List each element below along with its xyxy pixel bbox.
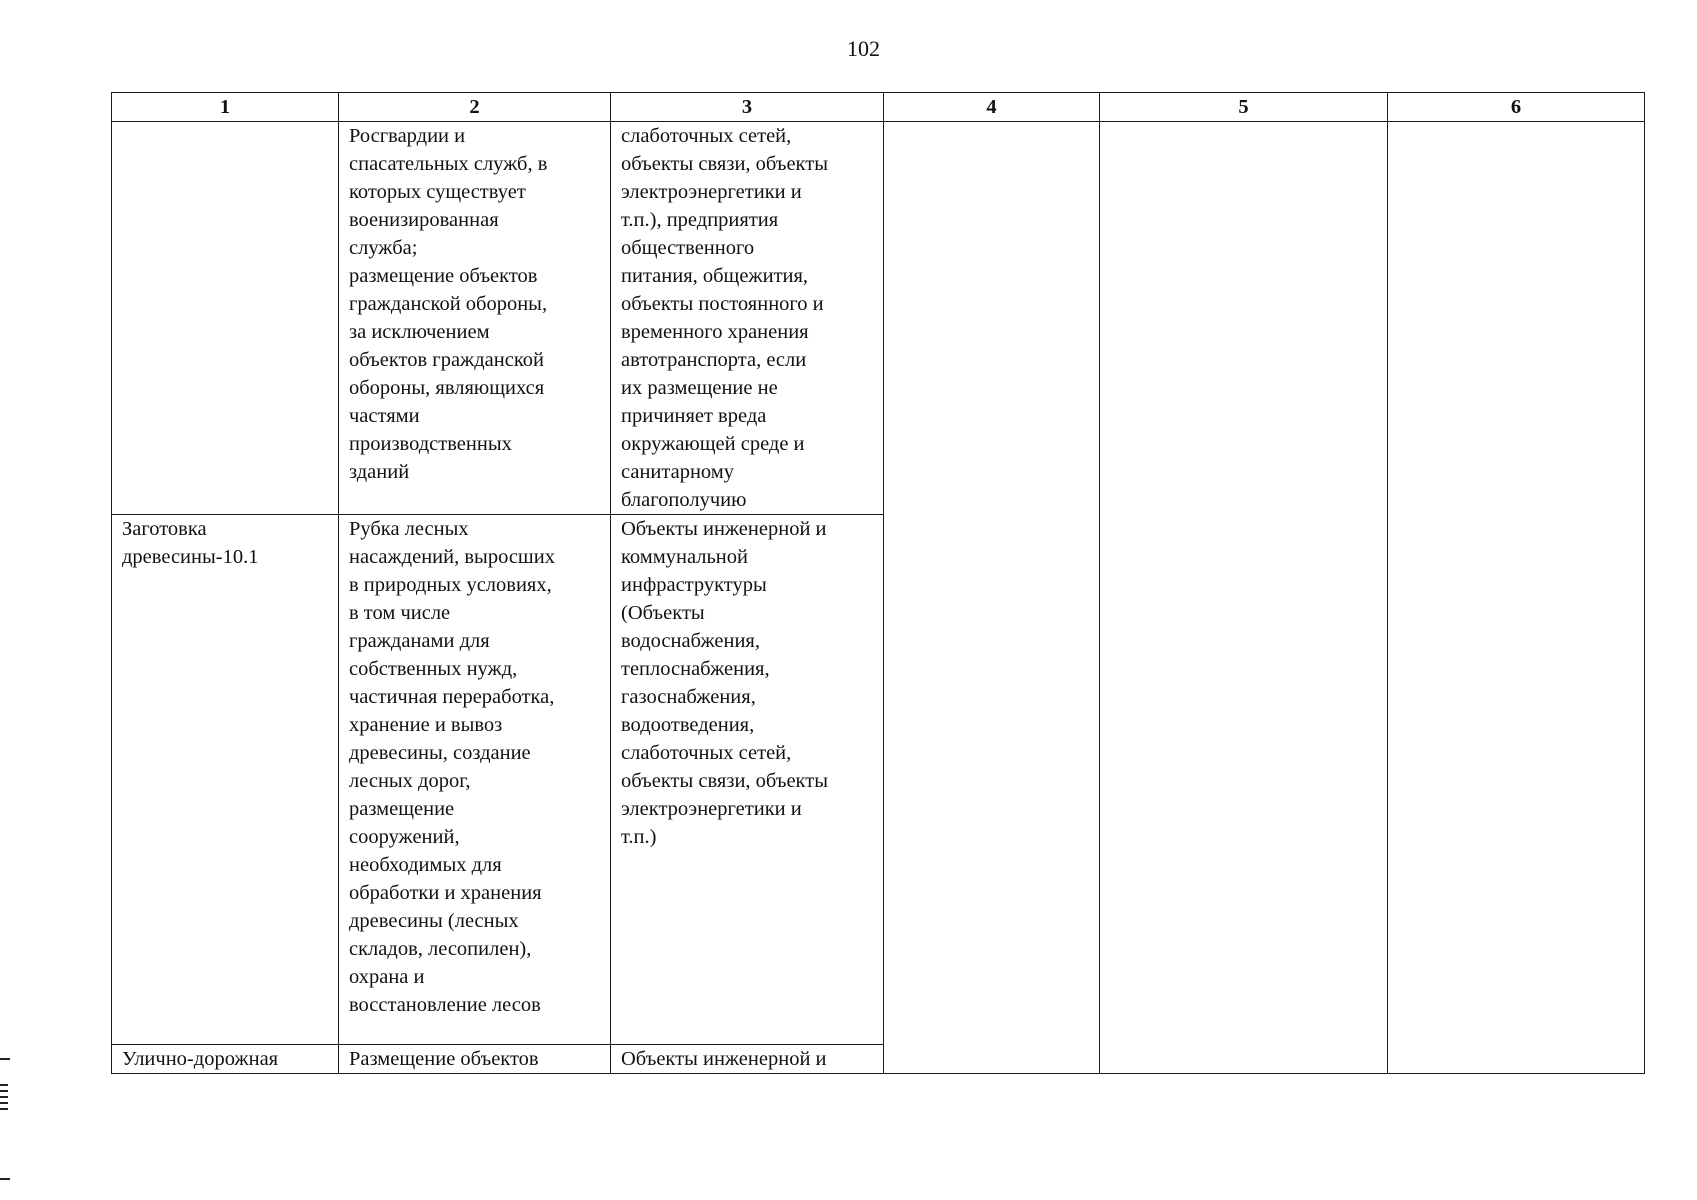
table-cell-col4 bbox=[884, 122, 1100, 1074]
table-cell-use-type: Улично-дорожная bbox=[112, 1045, 339, 1074]
table-cell-description: Размещение объектов bbox=[339, 1045, 611, 1074]
table-cell-use-type bbox=[112, 122, 339, 515]
table-cell-description: Рубка лесных насаждений, выросших в природных условиях, в том числе гражданами для собственных нужд, частичная переработка, хранение и вывоз древесины, создание лесных дорог, размещение сооружений, необходимых для обработки и хранения древесины (лесных складов, лесопилен), охрана и восстановление лесов bbox=[339, 515, 611, 1045]
table-cell-auxiliary-uses: Объекты инженерной и bbox=[611, 1045, 884, 1074]
margin-mark bbox=[0, 1096, 8, 1098]
zoning-table bbox=[111, 92, 1645, 1074]
table-row bbox=[112, 122, 1645, 515]
margin-mark bbox=[0, 1090, 8, 1092]
margin-mark bbox=[0, 1084, 8, 1086]
column-header-6: 6 bbox=[1388, 93, 1645, 122]
table-cell-col5 bbox=[1100, 122, 1388, 1074]
table-cell-col6 bbox=[1388, 122, 1645, 1074]
margin-mark bbox=[0, 1102, 8, 1104]
page-number: 102 bbox=[847, 36, 880, 61]
column-header-5: 5 bbox=[1100, 93, 1388, 122]
column-header-2: 2 bbox=[339, 93, 611, 122]
column-header-4: 4 bbox=[884, 93, 1100, 122]
table-cell-use-type: Заготовка древесины-10.1 bbox=[112, 515, 339, 1045]
margin-mark bbox=[0, 1058, 10, 1060]
table-cell-auxiliary-uses: слаботочных сетей, объекты связи, объекты электроэнергетики и т.п.), предприятия общественного питания, общежития, объекты постоянного и временного хранения автотранспорта, если их размещение не причиняет вреда окружающей среде и санитарному благополучию bbox=[611, 122, 884, 515]
table-cell-auxiliary-uses: Объекты инженерной и коммунальной инфраструктуры (Объекты водоснабжения, теплоснабжения, газоснабжения, водоотведения, слаботочных сетей, объекты связи, объекты электроэнергетики и т.п.) bbox=[611, 515, 884, 1045]
margin-mark bbox=[0, 1108, 8, 1110]
column-header-3: 3 bbox=[611, 93, 884, 122]
table-header-row bbox=[112, 93, 1645, 122]
margin-mark bbox=[0, 1178, 10, 1180]
table-cell-description: Росгвардии и спасательных служб, в которых существует военизированная служба; размещение объектов гражданской обороны, за исключением объектов гражданской обороны, являющихся частями производственных зданий bbox=[339, 122, 611, 515]
column-header-1: 1 bbox=[112, 93, 339, 122]
